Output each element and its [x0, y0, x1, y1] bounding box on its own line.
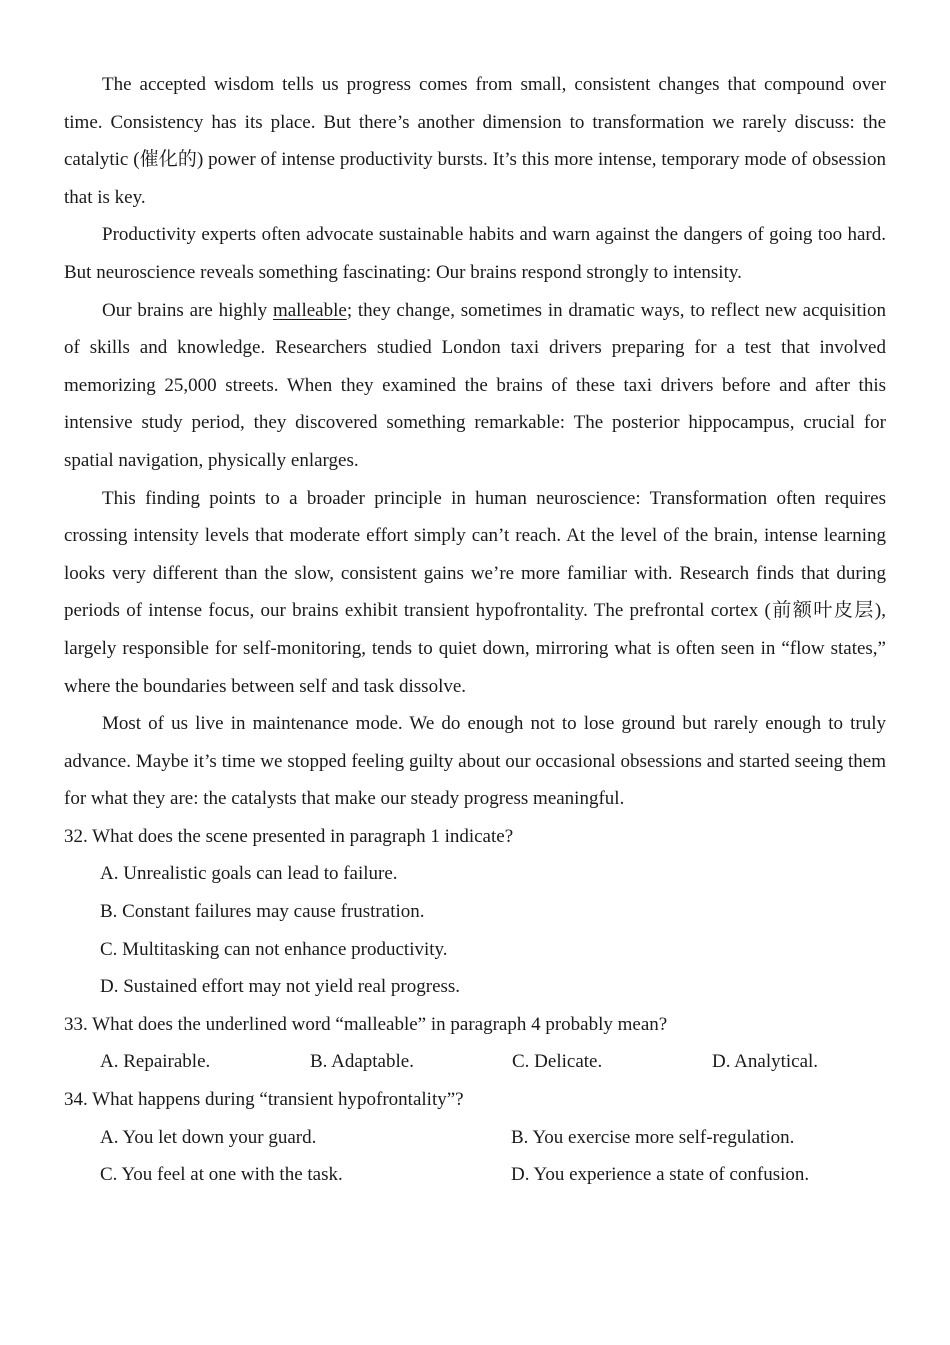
paragraph-3 [64, 292, 886, 480]
paragraph-3-after: ; they change, sometimes in dramatic ways, to reflect new acquisition of skills and knowledge. Researchers studied London taxi drivers preparing for a test that involved memorizing 25,000 streets. When they examined the brains of these taxi drivers before and after this intensive study period, they discovered something remarkable: The posterior hippocampus, crucial for spatial navigation, physically enlarges. [64, 299, 887, 471]
paragraph-4: This finding points to a broader principle in human neuroscience: Transformation often requires crossing intensity levels that moderate effort simply can’t reach. At the level of the brain, intense learning looks very different than the slow, consistent gains we’re more familiar with. Research finds that during periods of intense focus, our brains exhibit transient hypofrontality. The prefrontal cortex (前额叶皮层), largely responsible for self-monitoring, tends to quiet down, mirroring what is often seen in “flow states,” where the boundaries between self and task dissolve. [64, 487, 886, 697]
option-c: C. Multitasking can not enhance productivity. [100, 938, 448, 960]
option-d: D. Analytical. [712, 1051, 819, 1073]
option-d: D. You experience a state of confusion. [511, 1164, 810, 1186]
option-c: C. You feel at one with the task. [100, 1164, 343, 1186]
option-a: A. You let down your guard. [100, 1126, 317, 1148]
option-a: A. Repairable. [100, 1051, 211, 1073]
paragraph-5: Most of us live in maintenance mode. We do enough not to lose ground but rarely enough to truly advance. Maybe it’s time we stopped feeling guilty about our occasional obsessions and started seeing them for what they are: the catalysts that make our steady progress meaningful. [64, 713, 886, 810]
options-row [100, 1043, 886, 1081]
question-33 [64, 1006, 886, 1081]
options-row [100, 1119, 886, 1157]
option-d: D. Sustained effort may not yield real progress. [100, 976, 461, 998]
question-stem: 32. What does the scene presented in paragraph 1 indicate? [64, 825, 514, 847]
question-32 [64, 818, 886, 1006]
option-b: B. You exercise more self-regulation. [511, 1126, 795, 1148]
option-b: B. Constant failures may cause frustration. [100, 901, 425, 923]
options-row [100, 1156, 886, 1194]
question-stem: 34. What happens during “transient hypofrontality”? [64, 1089, 464, 1111]
paragraph-2: Productivity experts often advocate sustainable habits and warn against the dangers of going too hard. But neuroscience reveals something fascinating: Our brains respond strongly to intensity. [64, 224, 886, 283]
option-a: A. Unrealistic goals can lead to failure. [100, 863, 398, 885]
paragraph-3-before: Our brains are highly [102, 299, 273, 321]
underlined-word: malleable [272, 299, 347, 321]
option-c: C. Delicate. [512, 1051, 603, 1073]
option-b: B. Adaptable. [310, 1051, 414, 1073]
paragraph-1: The accepted wisdom tells us progress comes from small, consistent changes that compound over time. Consistency has its place. But there’s another dimension to transformation we rarely discuss: the catalytic (催化的) power of intense productivity bursts. It’s this more intense, temporary mode of obsession that is key. [64, 74, 886, 208]
question-34 [64, 1081, 886, 1194]
question-stem: 33. What does the underlined word “malleable” in paragraph 4 probably mean? [64, 1013, 668, 1035]
